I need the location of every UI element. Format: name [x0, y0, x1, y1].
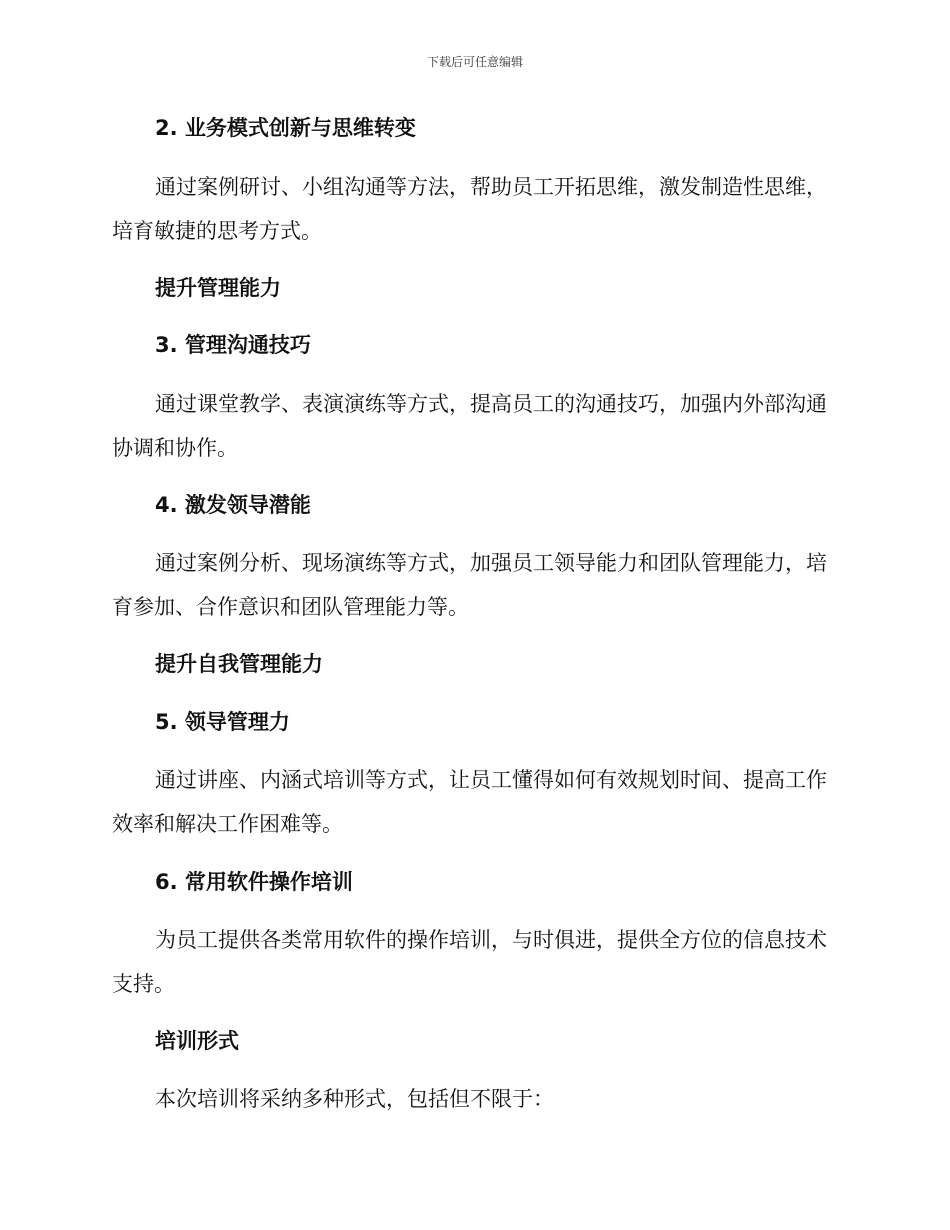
page-header: 下载后可任意编辑 [426, 55, 523, 69]
body-paragraph: 通过讲座、内涵式培训等方式，让员工懂得如何有效规划时间、提高工作效率和解决工作困难等。 [112, 768, 827, 836]
body-paragraph: 通过课堂教学、表演演练等方式，提高员工的沟通技巧，加强内外部沟通协调和协作。 [112, 392, 827, 460]
section-heading: 5. 领导管理力 [155, 710, 290, 734]
body-paragraph: 通过案例分析、现场演练等方式，加强员工领导能力和团队管理能力，培育参加、合作意识和团队管理能力等。 [112, 551, 827, 619]
body-paragraph: 本次培训将采纳多种形式，包括但不限于： [155, 1087, 554, 1111]
section-heading: 3. 管理沟通技巧 [155, 333, 311, 357]
body-paragraph: 通过案例研讨、小组沟通等方法，帮助员工开拓思维，激发制造性思维，培育敏捷的思考方式。 [112, 175, 827, 243]
section-heading: 培训形式 [155, 1029, 239, 1053]
section-heading: 提升管理能力 [155, 276, 281, 300]
section-heading: 提升自我管理能力 [155, 652, 323, 676]
section-heading: 2. 业务模式创新与思维转变 [155, 116, 416, 140]
section-heading: 6. 常用软件操作培训 [155, 870, 353, 894]
body-paragraph: 为员工提供各类常用软件的操作培训，与时俱进，提供全方位的信息技术支持。 [112, 928, 827, 996]
section-heading: 4. 激发领导潜能 [155, 493, 311, 517]
